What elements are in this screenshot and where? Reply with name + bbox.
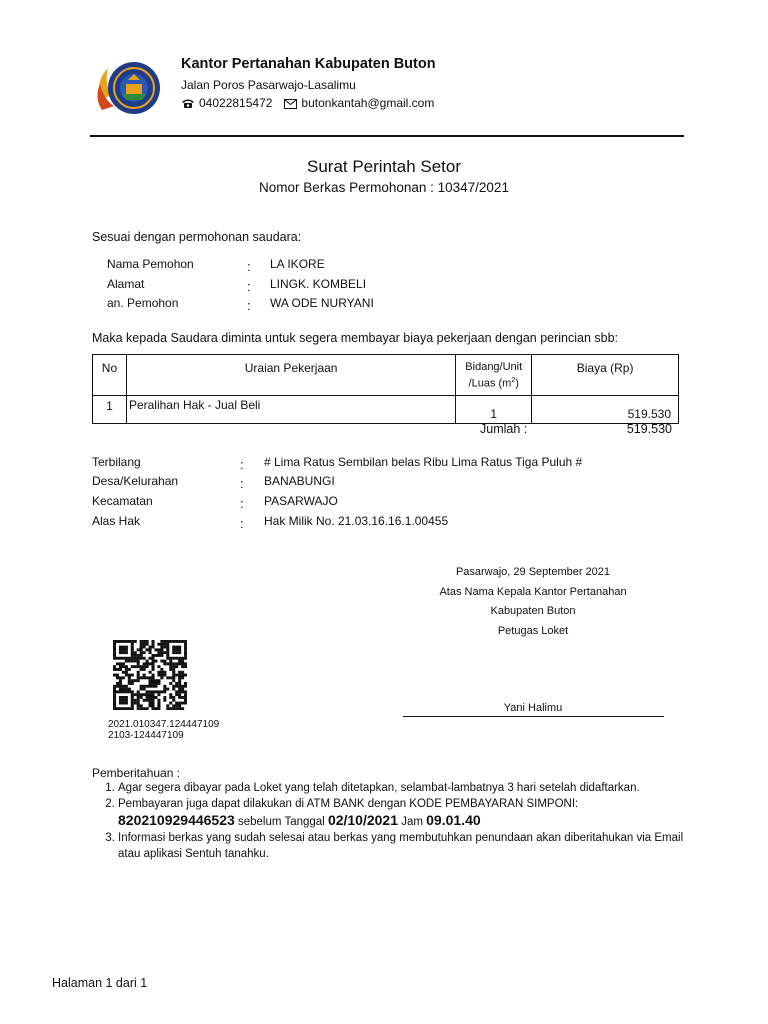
- sign-line1: Atas Nama Kepala Kantor Pertanahan: [439, 586, 627, 598]
- payment-code: 820210929446523: [118, 812, 235, 828]
- notice-item-2: [118, 796, 684, 830]
- intro-text: Sesuai dengan permohonan saudara:: [92, 230, 302, 244]
- notice-item-2-text: Pembayaran juga dapat dilakukan di ATM BANK dengan KODE PEMBAYARAN SIMPONI:: [118, 798, 579, 810]
- col-header-biaya: Biaya (Rp): [532, 355, 679, 396]
- applicant-name-label: Nama Pemohon: [107, 257, 194, 271]
- alashak-colon: :: [240, 516, 244, 531]
- col-header-luas-sup: 2: [511, 377, 516, 384]
- due-date: 02/10/2021: [327, 812, 399, 828]
- office-email: butonkantah@gmail.com: [301, 96, 435, 110]
- applicant-address-label: Alamat: [107, 277, 145, 291]
- col-header-uraian: Uraian Pekerjaan: [126, 355, 455, 396]
- page-footer: Halaman 1 dari 1: [52, 976, 148, 990]
- document-subtitle: Nomor Berkas Permohonan : 10347/2021: [259, 180, 509, 195]
- before-text: sebelum Tanggal: [234, 816, 328, 828]
- total-value: 519.530: [626, 422, 672, 436]
- due-time: 09.01.40: [426, 812, 481, 828]
- instruction-text: Maka kepada Saudara diminta untuk segera membayar biaya pekerjaan dengan perincian sbb:: [92, 331, 619, 345]
- applicant-onbehalf-colon: :: [247, 298, 251, 313]
- alashak-label: Alas Hak: [92, 514, 141, 528]
- terbilang-label: Terbilang: [92, 455, 141, 469]
- kecamatan-colon: :: [240, 496, 244, 511]
- notice-title: Pemberitahuan :: [92, 766, 181, 780]
- document-title: Surat Perintah Setor: [306, 157, 462, 176]
- table-header-row: [93, 355, 679, 396]
- alashak-value: Hak Milik No. 21.03.16.16.1.00455: [264, 514, 449, 528]
- applicant-onbehalf-label: an. Pemohon: [107, 296, 179, 310]
- phone-icon: [181, 96, 195, 110]
- desa-label: Desa/Kelurahan: [92, 474, 179, 488]
- qr-code-icon: [113, 640, 187, 710]
- terbilang-colon: :: [240, 457, 244, 472]
- desa-colon: :: [240, 476, 244, 491]
- office-contact: [181, 96, 434, 110]
- work-table: [92, 354, 679, 424]
- qr-code-text-1: 2021.010347.124447109: [108, 719, 220, 730]
- desa-value: BANABUNGI: [264, 474, 335, 488]
- applicant-address-colon: :: [247, 279, 251, 294]
- col-header-no: No: [93, 355, 127, 396]
- sign-line2: Kabupaten Buton: [490, 605, 576, 617]
- notice-item-3: 3. Informasi berkas yang sudah selesai atau berkas yang membutuhkan penundaan akan diberitahukan via Email atau aplikasi Sentuh tanahku.: [118, 830, 684, 862]
- envelope-icon: [284, 96, 297, 110]
- time-text: Jam: [398, 816, 427, 828]
- row-bidang: 1: [456, 396, 532, 424]
- signature-line: [403, 716, 664, 717]
- row-uraian: Peralihan Hak - Jual Beli: [126, 396, 455, 424]
- col-header-luas: /Luas (m: [468, 377, 512, 390]
- sign-line3: Petugas Loket: [497, 625, 569, 637]
- notice-list: [104, 780, 684, 862]
- office-name: Kantor Pertanahan Kabupaten Buton: [181, 56, 436, 72]
- sign-name: Yani Halimu: [503, 702, 563, 714]
- sign-place-date: Pasarwajo, 29 September 2021: [455, 566, 611, 578]
- row-no: 1: [93, 396, 127, 424]
- applicant-onbehalf-value: WA ODE NURYANI: [270, 296, 374, 310]
- row-biaya: 519.530: [532, 396, 679, 424]
- total-label: Jumlah :: [480, 422, 528, 436]
- kecamatan-label: Kecamatan: [92, 494, 153, 508]
- qr-caption: [108, 719, 219, 741]
- col-header-luas-end: ): [515, 377, 519, 390]
- bpn-logo-icon: [92, 50, 168, 126]
- applicant-address-value: LINGK. KOMBELI: [270, 277, 367, 291]
- kecamatan-value: PASARWAJO: [264, 494, 338, 508]
- office-address: Jalan Poros Pasarwajo-Lasalimu: [181, 78, 356, 92]
- col-header-bidang: [456, 355, 532, 396]
- applicant-name-value: LA IKORE: [270, 257, 325, 271]
- header-divider: [90, 135, 684, 137]
- qr-code-text-2: 2103-124447109: [108, 730, 184, 741]
- table-row: [93, 396, 679, 424]
- terbilang-value: # Lima Ratus Sembilan belas Ribu Lima Ratus Tiga Puluh #: [264, 455, 583, 469]
- col-header-bidang-line1: Bidang/Unit: [465, 361, 523, 373]
- applicant-name-colon: :: [247, 259, 251, 274]
- notice-item-1: 1. Agar segera dibayar pada Loket yang telah ditetapkan, selambat-lambatnya 3 hari setelah didaftarkan.: [118, 780, 684, 796]
- office-phone: 04022815472: [199, 96, 273, 110]
